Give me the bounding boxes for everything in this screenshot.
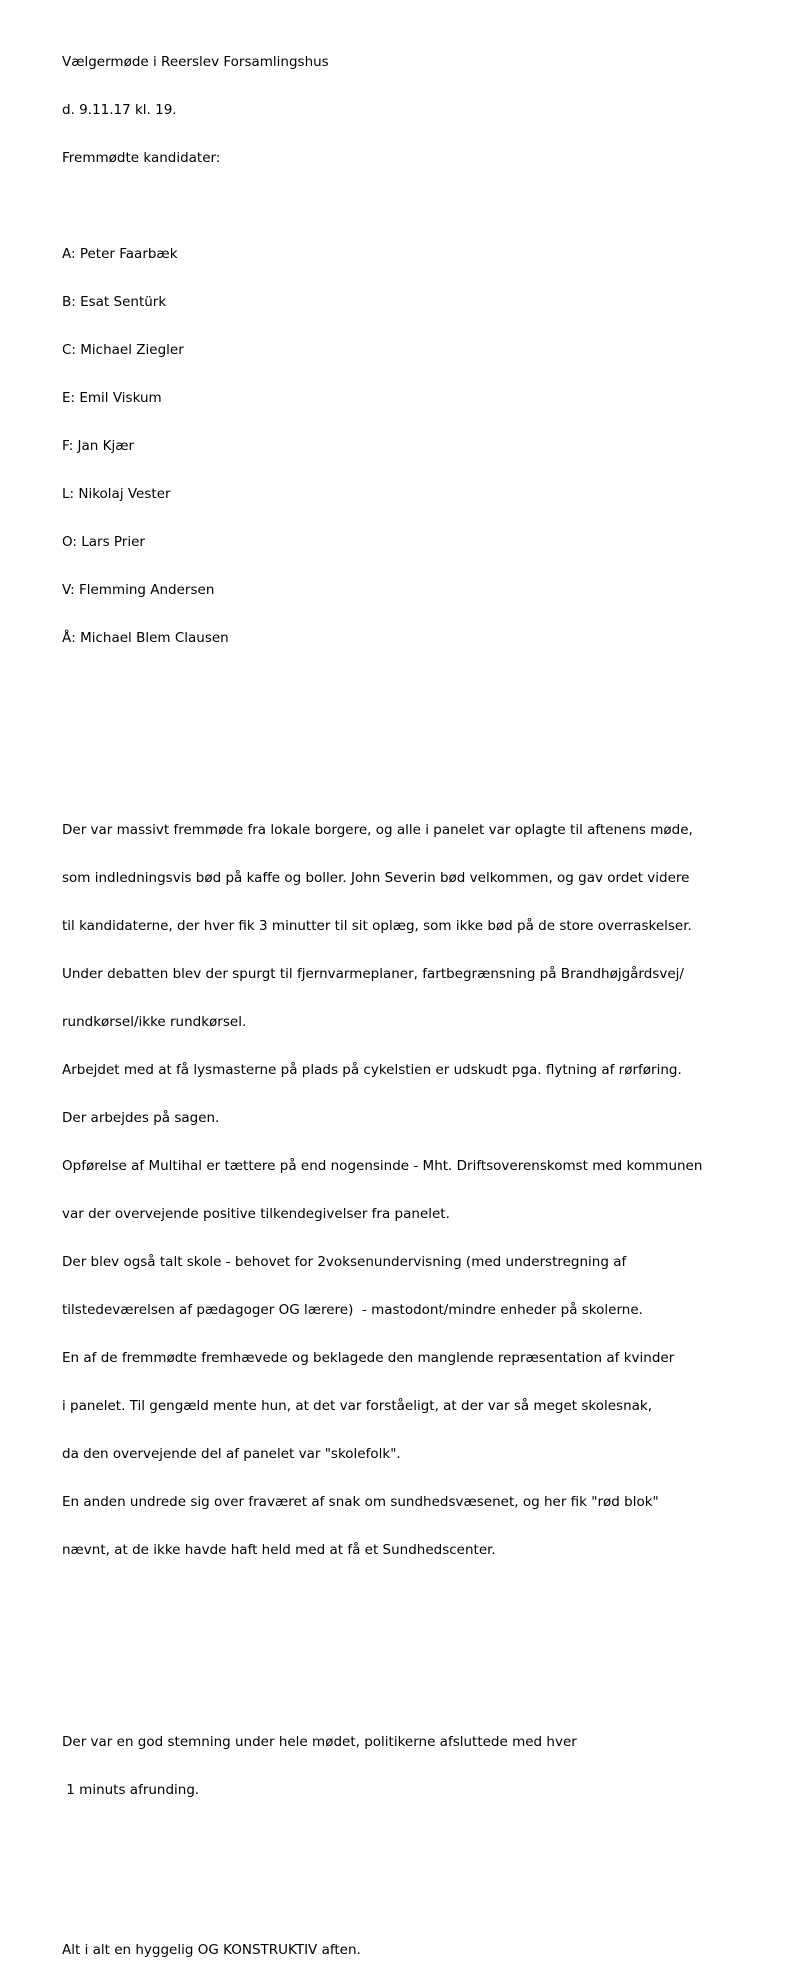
candidate-item: B: Esat Sentürk: [62, 294, 167, 310]
body-line: i panelet. Til gengæld mente hun, at det var forståeligt, at der var så meget skolesnak,: [62, 1398, 653, 1414]
closing-paragraph: [62, 1702, 792, 1830]
body-line: Der arbejdes på sagen.: [62, 1110, 220, 1126]
spacer: [62, 1878, 792, 1894]
candidate-item: L: Nikolaj Vester: [62, 486, 171, 502]
body-line: Opførelse af Multihal er tættere på end nogensinde - Mht. Driftsoverenskomst med kommunen: [62, 1158, 703, 1174]
candidate-item: V: Flemming Andersen: [62, 582, 215, 598]
candidate-item: Å: Michael Blem Clausen: [62, 630, 229, 646]
body-line: da den overvejende del af panelet var "skolefolk".: [62, 1446, 401, 1462]
body-line: Der var massivt fremmøde fra lokale borgere, og alle i panelet var oplagte til aftenens møde,: [62, 822, 693, 838]
body-line: Arbejdet med at få lysmasterne på plads på cykelstien er udskudt pga. flytning af rørføring.: [62, 1062, 682, 1078]
candidate-item: A: Peter Faarbæk: [62, 246, 178, 262]
candidate-item: E: Emil Viskum: [62, 390, 162, 406]
spacer: [62, 1638, 792, 1654]
candidate-item: O: Lars Prier: [62, 534, 145, 550]
body-line: Der blev også talt skole - behovet for 2voksenundervisning (med understregning af: [62, 1254, 627, 1270]
body-line: som indledningsvis bød på kaffe og boller. John Severin bød velkommen, og gav ordet videre: [62, 870, 690, 886]
body-line: rundkørsel/ikke rundkørsel.: [62, 1014, 247, 1030]
closing-line: 1 minuts afrunding.: [62, 1782, 200, 1798]
body-paragraph: [62, 790, 792, 1590]
closing-line: Der var en god stemning under hele mødet, politikerne afsluttede med hver: [62, 1734, 577, 1750]
document: [62, 22, 792, 1974]
candidates-heading: Fremmødte kandidater:: [62, 150, 221, 166]
document-title: Vælgermøde i Reerslev Forsamlingshus: [62, 54, 329, 70]
candidate-item: F: Jan Kjær: [62, 438, 135, 454]
body-line: En anden undrede sig over fraværet af snak om sundhedsvæsenet, og her fik "rød blok": [62, 1494, 659, 1510]
body-line: En af de fremmødte fremhævede og beklagede den manglende repræsentation af kvinder: [62, 1350, 675, 1366]
final-remark: Alt i alt en hyggelig OG KONSTRUKTIV aften.: [62, 1942, 361, 1958]
body-line: nævnt, at de ikke havde haft held med at få et Sundhedscenter.: [62, 1542, 496, 1558]
spacer: [62, 726, 792, 742]
body-line: var der overvejende positive tilkendegivelser fra panelet.: [62, 1206, 450, 1222]
candidate-list: [62, 214, 792, 678]
body-line: Under debatten blev der spurgt til fjernvarmeplaner, fartbegrænsning på Brandhøjgårdsvej/: [62, 966, 684, 982]
meeting-date: d. 9.11.17 kl. 19.: [62, 102, 177, 118]
body-line: tilstedeværelsen af pædagoger OG lærere) - mastodont/mindre enheder på skolerne.: [62, 1302, 643, 1318]
body-line: til kandidaterne, der hver fik 3 minutter til sit oplæg, som ikke bød på de store overraskelser.: [62, 918, 692, 934]
candidate-item: C: Michael Ziegler: [62, 342, 184, 358]
